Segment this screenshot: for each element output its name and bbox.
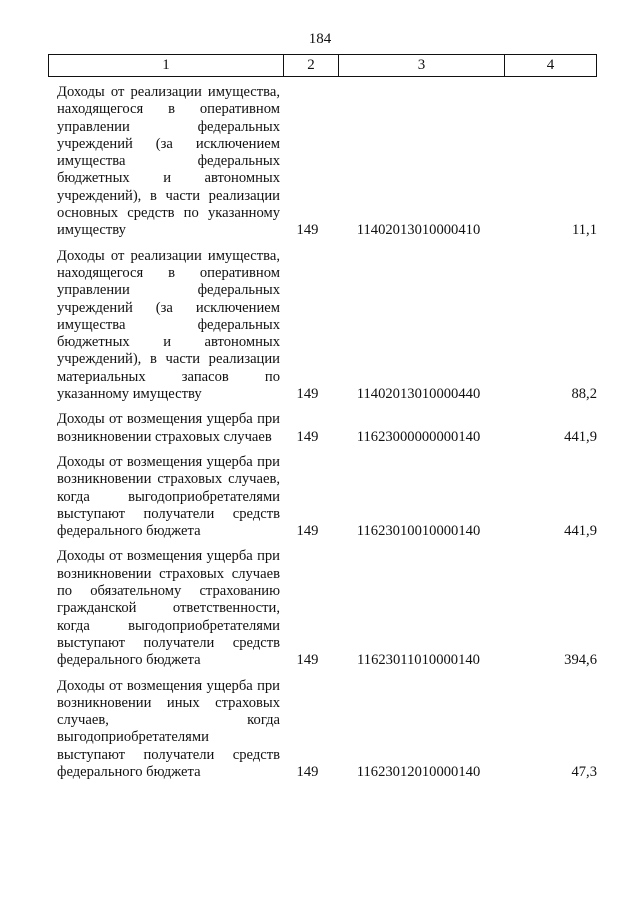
admin-code: 149 [296,763,319,780]
revenue-name: Доходы от реализации имущества, находящегося в оперативном управлении федеральных учреждений (за исключением имущества федеральных бюджетных и автономных учреждений), в части реализации материальных запасов по указанному имуществу [57,247,280,403]
amount: 441,9 [564,428,597,445]
revenue-name: Доходы от возмещения ущерба при возникновении иных страховых случаев, когда выгодоприобретателями выступают получатели средств федерального бюджета [57,677,280,780]
revenue-name: Доходы от возмещения ущерба при возникновении страховых случаев, когда выгодоприобретателями выступают получатели средств федерального бюджета [57,453,280,540]
revenue-name: Доходы от возмещения ущерба при возникновении страховых случаев [57,411,280,445]
budget-classification-code: 11623000000000140 [356,428,481,445]
column-number-2: 2 [283,55,338,76]
revenue-table-body [57,84,597,789]
admin-code: 149 [296,523,319,540]
column-number-3: 3 [338,55,504,76]
column-number-1: 1 [162,57,170,73]
table-row [57,411,597,446]
admin-code: 149 [296,222,319,239]
table-row [57,548,597,669]
column-number-4: 4 [504,55,596,76]
amount: 11,1 [572,222,597,239]
budget-classification-code: 11623011010000140 [357,652,480,669]
column-number-header [48,54,597,77]
admin-code: 149 [296,428,319,445]
table-row [57,248,597,404]
table-row [57,84,597,240]
revenue-name: Доходы от реализации имущества, находящегося в оперативном управлении федеральных учреждений (за исключением имущества федеральных бюджетных и автономных учреждений), в части реализации основных средств по указанному имуществу [57,84,280,239]
table-row [57,454,597,540]
budget-classification-code: 11402013010000440 [356,386,481,403]
amount: 88,2 [571,386,597,403]
amount: 47,3 [571,763,597,780]
budget-classification-code: 11623010010000140 [356,523,481,540]
amount: 394,6 [564,652,597,669]
admin-code: 149 [296,652,319,669]
revenue-name: Доходы от возмещения ущерба при возникновении страховых случаев по обязательному страхованию гражданской ответственности, когда выгодоприобретателями выступают получатели средств федерального бюджета [57,548,280,669]
budget-classification-code: 11402013010000410 [356,222,481,239]
page-number: 184 [308,31,332,47]
budget-classification-code: 11623012010000140 [356,763,481,780]
admin-code: 149 [296,386,319,403]
table-row [57,678,597,782]
amount: 441,9 [564,523,597,540]
